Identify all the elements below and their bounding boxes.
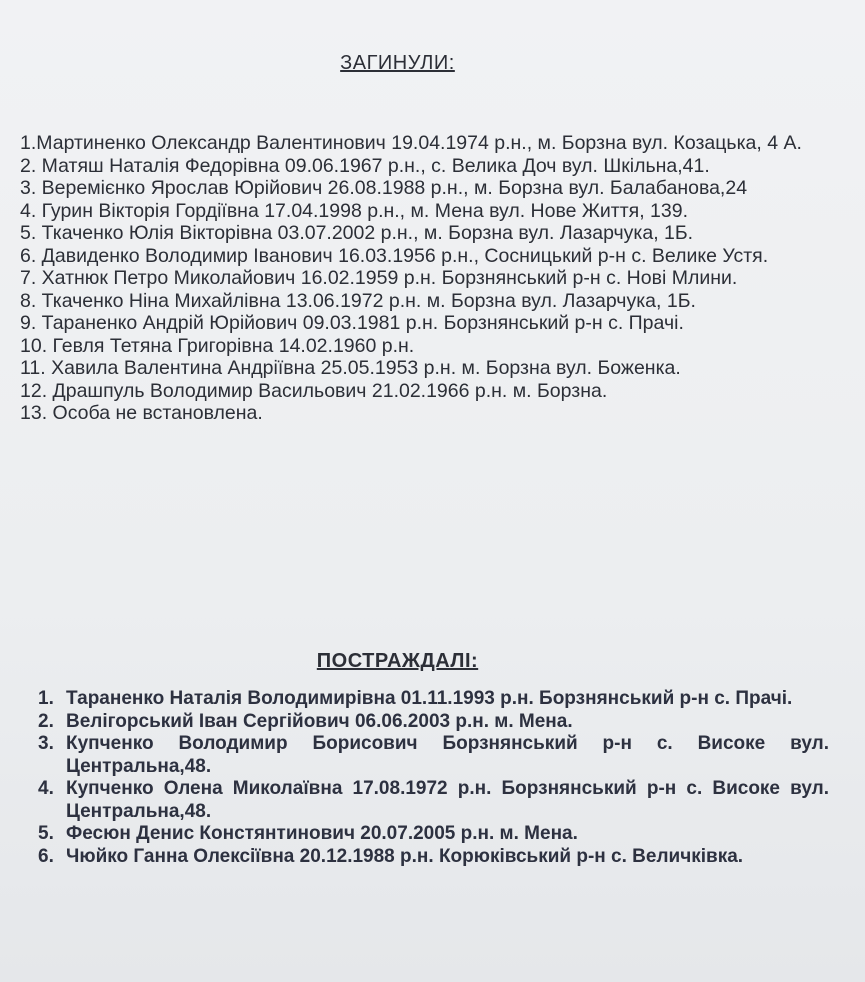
item-text: Чюйко Ганна Олексіївна 20.12.1988 р.н. Корюківський р-н с. Величківка. [66, 845, 744, 867]
list-item [38, 823, 829, 846]
item-number: 2. [38, 710, 54, 732]
list-item: 11. Хавила Валентина Андріївна 25.05.1953 р.н. м. Борзна вул. Боженка. [20, 357, 681, 379]
list-item: 7. Хатнюк Петро Миколайович 16.02.1959 р.н. Борзнянський р-н с. Нові Млини. [20, 267, 738, 289]
list-item [38, 778, 829, 823]
list-item: 6. Давиденко Володимир Іванович 16.03.1956 р.н., Сосницький р-н с. Велике Устя. [20, 244, 769, 267]
item-text: Купченко Володимир Борисович Борзнянський р-н с. Високе вул. Центральна,48. [66, 733, 829, 777]
item-text: Фесюн Денис Констянтинович 20.07.2005 р.н. м. Мена. [66, 823, 578, 844]
list-item [38, 688, 829, 711]
list-item: 1.Мартиненко Олександр Валентинович 19.04.1974 р.н., м. Борзна вул. Козацька, 4 А. [20, 132, 802, 154]
item-text: Тараненко Наталія Володимирівна 01.11.1993 р.н. Борзнянський р-н с. Прачі. [66, 688, 793, 709]
list-item [38, 733, 829, 778]
list-item [38, 711, 829, 734]
item-text: Велігорський Іван Сергійович 06.06.2003 р.н. м. Мена. [66, 710, 573, 732]
list-item: 3. Веремієнко Ярослав Юрійович 26.08.1988 р.н., м. Борзна вул. Балабанова,24 [20, 177, 748, 199]
list-item: 4. Гурин Вікторія Гордіївна 17.04.1998 р.н., м. Мена вул. Нове Життя, 139. [20, 199, 688, 222]
list-item: 13. Особа не встановлена. [20, 402, 263, 424]
item-number: 3. [38, 733, 54, 754]
heading-injured: ПОСТРАЖДАЛІ: [316, 650, 479, 672]
list-item [38, 846, 829, 869]
item-number: 4. [38, 778, 54, 799]
dead-list [20, 132, 855, 425]
item-text: Купченко Олена Миколаївна 17.08.1972 р.н. Борзнянський р-н с. Високе вул. Центральна,48. [66, 778, 829, 822]
heading-dead: ЗАГИНУЛИ: [340, 52, 455, 74]
list-item: 10. Гевля Тетяна Григорівна 14.02.1960 р.н. [20, 334, 415, 357]
list-item: 9. Тараненко Андрій Юрійович 09.03.1981 р.н. Борзнянський р-н с. Прачі. [20, 312, 684, 334]
list-item: 8. Ткаченко Ніна Михайлівна 13.06.1972 р.н. м. Борзна вул. Лазарчука, 1Б. [20, 289, 696, 312]
item-number: 1. [38, 688, 54, 709]
item-number: 5. [38, 823, 54, 844]
list-item: 5. Ткаченко Юлія Вікторівна 03.07.2002 р.н., м. Борзна вул. Лазарчука, 1Б. [20, 222, 694, 244]
list-item: 12. Драшпуль Володимир Васильович 21.02.1966 р.н. м. Борзна. [20, 379, 608, 402]
injured-list [38, 688, 829, 868]
item-number: 6. [38, 845, 54, 867]
list-item: 2. Матяш Наталія Федорівна 09.06.1967 р.н., с. Велика Доч вул. Шкільна,41. [20, 154, 710, 177]
